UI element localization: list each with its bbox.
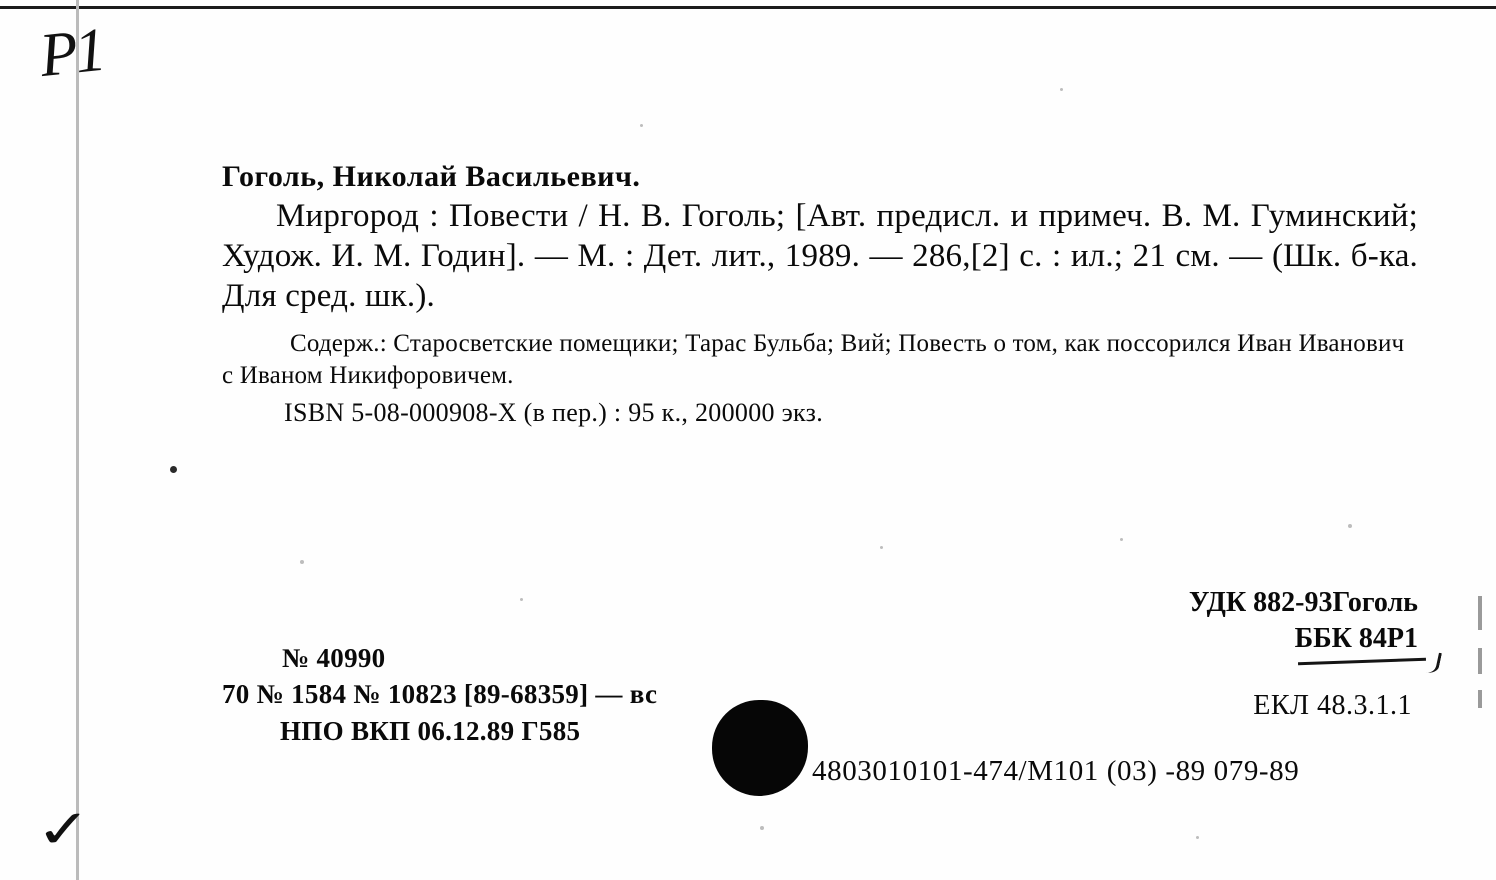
udk-number: УДК 882-93Гоголь <box>1188 587 1418 618</box>
isbn-note: ISBN 5-08-000908-X (в пер.) : 95 к., 200000 экз. <box>284 398 824 428</box>
scan-edge-artifact <box>1478 690 1482 708</box>
author-heading: Гоголь, Николай Васильевич. <box>222 160 641 193</box>
bbk-pen-flourish <box>1409 647 1442 675</box>
scan-speck <box>760 826 764 830</box>
register-line-2: 70 № 1584 № 10823 [89-68359] — вс <box>222 679 658 710</box>
scan-edge-artifact <box>1478 596 1482 630</box>
scan-speck <box>1060 88 1063 91</box>
contents-note-text: Содерж.: Старосветские помещики; Тарас Бульба; Вий; Повесть о том, как поссорился Иван Иванович с Иваном Никифоровичем. <box>222 330 1405 390</box>
register-line-3: НПО ВКП 06.12.89 Г585 <box>280 715 581 746</box>
scan-speck <box>170 466 177 473</box>
contents-note <box>222 328 1418 392</box>
handwritten-checkmark: ✓ <box>33 800 95 861</box>
scan-speck <box>300 560 304 564</box>
bbk-underline <box>1298 658 1426 665</box>
scan-speck <box>1120 538 1123 541</box>
bibliographic-record <box>222 160 1418 428</box>
publisher-code-line: 4803010101-474/М101 (03) -89 079-89 <box>812 755 1300 787</box>
scan-speck <box>520 598 523 601</box>
scan-edge-top <box>0 6 1496 9</box>
scan-speck <box>640 124 643 127</box>
register-line-1: № 40990 <box>282 643 386 673</box>
register-block <box>222 640 657 749</box>
scan-speck <box>1196 836 1199 839</box>
classification-block <box>1189 585 1418 657</box>
ekl-number: ЕКЛ 48.3.1.1 <box>1253 690 1412 721</box>
title-statement <box>222 196 1418 317</box>
scan-edge-left <box>76 0 79 880</box>
handwritten-mark-top-left: P1 <box>36 15 107 91</box>
scan-speck <box>1348 524 1352 528</box>
ink-blot-stamp <box>712 700 808 796</box>
scan-edge-artifact <box>1478 648 1482 674</box>
bbk-number: ББК 84Р1 <box>1294 622 1418 654</box>
scan-speck <box>880 546 883 549</box>
title-statement-text: Миргород : Повести / Н. В. Гоголь; [Авт. предисл. и примеч. В. М. Гуминский; Худож. И. М. Годин]. — М. : Дет. лит., 1989. — 286,[2] с. : ил.; 21 см. — (Шк. б-ка. Для сред. шк.). <box>222 197 1418 315</box>
